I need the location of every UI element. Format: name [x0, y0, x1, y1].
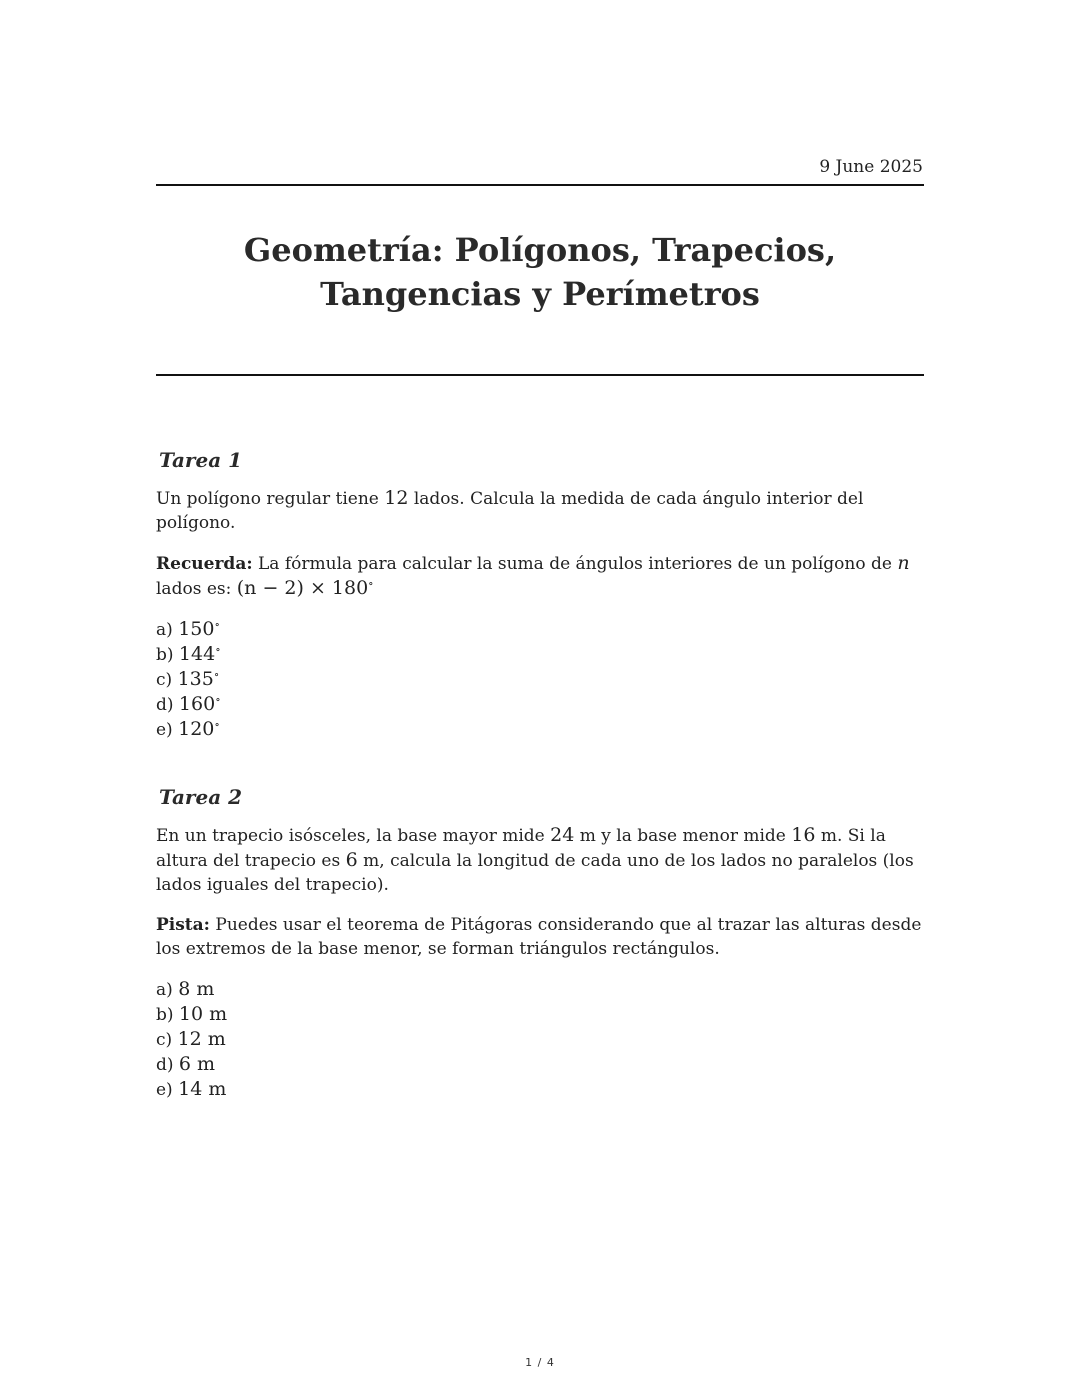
document-title: Geometría: Polígonos, Trapecios, Tangencias y Perímetros	[243, 231, 837, 313]
option-item: b) 144∘	[156, 643, 221, 665]
task-1-hint-mid: lados es:	[156, 579, 232, 599]
option-letter: c)	[156, 670, 173, 690]
task-2-height: 6	[345, 849, 358, 871]
option-value: 12 m	[177, 1028, 226, 1050]
option-value: 150	[178, 618, 215, 640]
title-rule	[156, 374, 924, 376]
option-value: 14 m	[178, 1078, 227, 1100]
option-item: c) 135∘	[156, 668, 220, 690]
task-2-heading: Tarea 2	[159, 785, 243, 809]
option-value: 6 m	[178, 1053, 216, 1075]
task-1-sides-number: 12	[384, 487, 409, 509]
task-1-hint-variable: n	[897, 552, 910, 574]
option-letter: a)	[156, 620, 173, 640]
task-1-hint-text: La fórmula para calcular la suma de ángulos interiores de un polígono de	[258, 554, 892, 574]
option-item: e) 120∘	[156, 718, 220, 740]
task-1	[156, 448, 926, 742]
option-letter: d)	[156, 695, 174, 715]
task-2-statement-b: m y la base menor mide	[579, 826, 786, 846]
option-item: d) 160∘	[156, 693, 221, 715]
task-2-statement-c: m. Si la altura del trapecio es	[156, 826, 886, 871]
task-2-statement	[156, 823, 926, 897]
option-letter: d)	[156, 1055, 174, 1075]
option-letter: c)	[156, 1030, 173, 1050]
task-2-statement-a: En un trapecio isósceles, la base mayor mide	[156, 826, 545, 846]
option-value: 160	[178, 693, 216, 715]
task-2-base-major: 24	[550, 824, 575, 846]
task-1-statement-post: lados. Calcula la medida de cada ángulo interior del polígono.	[156, 489, 864, 533]
option-letter: e)	[156, 720, 173, 740]
option-value: 10 m	[178, 1003, 228, 1025]
page-number: 1 / 4	[525, 1356, 555, 1369]
option-value: 8 m	[178, 978, 215, 1000]
header-date: 9 June 2025	[819, 157, 923, 177]
option-item	[156, 1077, 926, 1102]
task-2-options	[156, 977, 926, 1102]
task-1-heading: Tarea 1	[159, 448, 243, 472]
option-item	[156, 1027, 926, 1052]
option-value: 120	[178, 718, 215, 740]
task-1-options	[156, 617, 926, 742]
option-value: 135	[177, 668, 214, 690]
option-letter: e)	[156, 1080, 173, 1100]
task-2-hint	[156, 913, 926, 961]
option-item	[156, 1002, 926, 1027]
option-letter: a)	[156, 980, 173, 1000]
task-2	[156, 785, 926, 1102]
option-letter: b)	[156, 1005, 174, 1025]
task-1-statement-pre: Un polígono regular tiene	[156, 489, 379, 509]
task-1-hint-label: Recuerda:	[156, 554, 253, 574]
task-2-statement-d: m, calcula la longitud de cada uno de los lados no paralelos (los lados iguales del trapecio).	[156, 851, 914, 895]
header-rule	[156, 184, 924, 186]
task-2-hint-label: Pista:	[156, 915, 210, 935]
option-item	[156, 977, 926, 1002]
task-2-base-minor: 16	[791, 824, 816, 846]
option-item	[156, 1052, 926, 1077]
task-1-statement	[156, 486, 926, 535]
option-letter: b)	[156, 645, 174, 665]
option-value: 144	[178, 643, 216, 665]
task-2-hint-text: Puedes usar el teorema de Pitágoras considerando que al trazar las alturas desde los extremos de la base menor, se forman triángulos rectángulos.	[156, 915, 922, 959]
task-1-hint: Recuerda: La fórmula para calcular la suma de ángulos interiores de un polígono de n lados es: (n − 2) × 180∘	[156, 552, 910, 599]
option-item: a) 150∘	[156, 618, 220, 640]
task-1-hint-formula: (n − 2) × 180	[236, 577, 369, 599]
